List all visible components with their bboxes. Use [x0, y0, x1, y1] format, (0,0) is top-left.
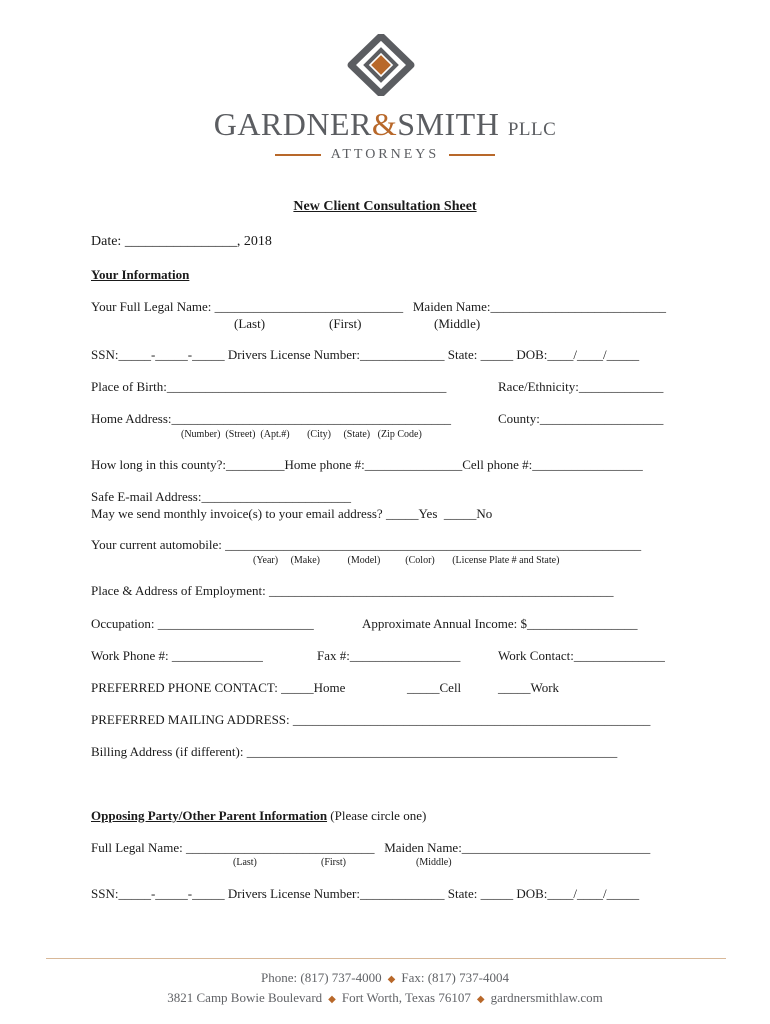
work-contact-field[interactable]: Work Contact:______________: [498, 648, 665, 663]
preferred-phone-home[interactable]: PREFERRED PHONE CONTACT: _____Home: [91, 680, 346, 695]
firm-name-ampersand: &: [371, 106, 398, 142]
diamond-icon: ◆: [476, 994, 485, 1005]
tagline: ATTORNEYS: [330, 147, 440, 162]
diamond-icon: ◆: [387, 974, 396, 985]
opposing-full-name-field[interactable]: Full Legal Name: _____________________________ Maiden Name:_____________________________: [91, 840, 651, 855]
section-your-information: Your Information: [91, 267, 190, 282]
firm-name: [0, 106, 770, 143]
opposing-sublabel-last: (Last): [233, 857, 257, 868]
footer-city: Fort Worth, Texas 76107: [341, 990, 471, 1005]
opposing-party-heading: Opposing Party/Other Parent Information: [91, 808, 328, 823]
billing-address-field[interactable]: Billing Address (if different): _________________________________________________________: [91, 744, 618, 759]
place-of-birth-field[interactable]: Place of Birth:___________________________________________: [91, 379, 447, 394]
invoice-email-question[interactable]: May we send monthly invoice(s) to your email address? _____Yes _____No: [91, 506, 493, 521]
race-ethnicity-field[interactable]: Race/Ethnicity:_____________: [498, 379, 664, 394]
employment-field[interactable]: Place & Address of Employment: _____________________________________________________: [91, 583, 614, 598]
tagline-rule-left: [275, 154, 321, 156]
opposing-ssn-license-dob-field[interactable]: SSN:_____-_____-_____ Drivers License Number:_____________ State: _____ DOB:____/____/_____: [91, 886, 640, 901]
county-duration-phones-field[interactable]: How long in this county?:_________Home phone #:_______________Cell phone #:_________________: [91, 457, 643, 472]
footer-divider: [46, 958, 726, 959]
section-opposing-party: [91, 808, 426, 823]
tagline-rule-right: [449, 154, 495, 156]
footer-address-line: [0, 990, 770, 1006]
opposing-sublabel-middle: (Middle): [416, 857, 452, 868]
annual-income-field[interactable]: Approximate Annual Income: $_________________: [362, 616, 638, 631]
footer-contact-line: [0, 970, 770, 986]
address-sublabels: (Number) (Street) (Apt.#) (City) (State) (Zip Code): [181, 429, 422, 440]
tagline-row: [0, 146, 770, 164]
occupation-field[interactable]: Occupation: ________________________: [91, 616, 314, 631]
opposing-sublabel-first: (First): [321, 857, 346, 868]
automobile-field[interactable]: Your current automobile: ________________________________________________________________: [91, 537, 642, 552]
automobile-sublabels: (Year) (Make) (Model) (Color) (License Plate # and State): [253, 555, 560, 566]
county-field[interactable]: County:___________________: [498, 411, 664, 426]
firm-name-smith: SMITH: [397, 106, 500, 142]
diamond-icon: ◆: [328, 994, 336, 1005]
opposing-party-note: (Please circle one): [327, 808, 427, 823]
firm-name-gardner: GARDNER: [213, 106, 372, 142]
footer-fax: Fax: (817) 737-4004: [401, 970, 509, 985]
firm-suffix: PLLC: [507, 119, 557, 140]
footer-phone: Phone: (817) 737-4000: [261, 970, 382, 985]
full-name-field[interactable]: Your Full Legal Name: _____________________________ Maiden Name:___________________________: [91, 299, 666, 314]
footer-street: 3821 Camp Bowie Boulevard: [167, 990, 323, 1005]
fax-field[interactable]: Fax #:_________________: [317, 648, 461, 663]
preferred-phone-work[interactable]: _____Work: [498, 680, 560, 695]
preferred-mailing-address-field[interactable]: PREFERRED MAILING ADDRESS: _______________________________________________________: [91, 712, 651, 727]
sublabel-last: (Last): [234, 316, 266, 331]
ssn-license-dob-field[interactable]: SSN:_____-_____-_____ Drivers License Number:_____________ State: _____ DOB:____/____/_____: [91, 347, 640, 362]
firm-logo-icon: [341, 34, 421, 96]
date-field[interactable]: Date: ________________, 2018: [91, 234, 272, 249]
sublabel-middle: (Middle): [434, 316, 481, 331]
footer-website-link[interactable]: gardnersmithlaw.com: [490, 990, 603, 1005]
preferred-phone-cell[interactable]: _____Cell: [407, 680, 462, 695]
work-phone-field[interactable]: Work Phone #: ______________: [91, 648, 263, 663]
sublabel-first: (First): [329, 316, 362, 331]
home-address-field[interactable]: Home Address:___________________________________________: [91, 411, 452, 426]
form-title: New Client Consultation Sheet: [293, 199, 477, 214]
safe-email-field[interactable]: Safe E-mail Address:_______________________: [91, 489, 351, 504]
